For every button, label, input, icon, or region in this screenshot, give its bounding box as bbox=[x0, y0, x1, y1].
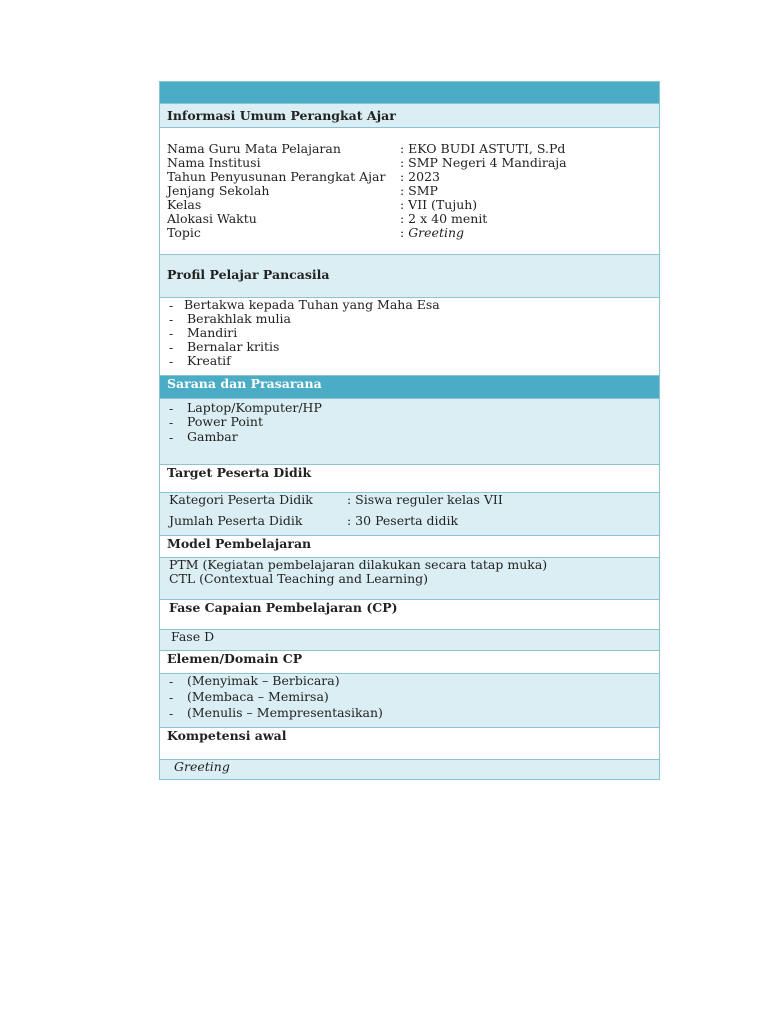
elemen-heading-row bbox=[160, 651, 659, 674]
bullet: - bbox=[169, 401, 174, 416]
info-heading: Informasi Umum Perangkat Ajar bbox=[167, 108, 396, 123]
lesson-plan-table bbox=[159, 81, 660, 780]
target-heading: Target Peserta Didik bbox=[167, 465, 312, 480]
kompetensi-heading-row bbox=[160, 728, 659, 760]
info-body bbox=[160, 128, 659, 255]
elemen-body bbox=[160, 674, 659, 728]
info-label: Alokasi Waktu bbox=[167, 211, 257, 226]
info-value bbox=[400, 226, 464, 240]
fase-heading: Fase Capaian Pembelajaran (CP) bbox=[169, 600, 398, 615]
bullet: - bbox=[169, 674, 174, 689]
info-heading-row bbox=[160, 104, 659, 128]
profil-heading: Profil Pelajar Pancasila bbox=[167, 267, 330, 282]
profil-item: Bernalar kritis bbox=[187, 339, 280, 354]
profil-body bbox=[160, 298, 659, 376]
sarana-body bbox=[160, 399, 659, 465]
fase-body bbox=[160, 630, 659, 651]
info-value: : SMP bbox=[400, 183, 438, 198]
kompetensi-heading: Kompetensi awal bbox=[167, 728, 287, 743]
sarana-heading-row bbox=[160, 376, 659, 399]
info-label: Nama Guru Mata Pelajaran bbox=[167, 141, 341, 156]
info-label: Topic bbox=[167, 225, 201, 240]
model-heading: Model Pembelajaran bbox=[167, 536, 312, 551]
profil-item: Kreatif bbox=[187, 353, 231, 368]
elemen-item: (Membaca – Memirsa) bbox=[187, 689, 329, 704]
target-value: : 30 Peserta didik bbox=[347, 513, 459, 528]
fase-heading-row bbox=[160, 600, 659, 630]
info-label: Kelas bbox=[167, 197, 202, 212]
profil-item: Berakhlak mulia bbox=[187, 311, 291, 326]
model-line: PTM (Kegiatan pembelajaran dilakukan secara tatap muka) bbox=[169, 557, 548, 572]
kompetensi-value: Greeting bbox=[174, 759, 230, 774]
kompetensi-body bbox=[160, 760, 659, 780]
info-label: Tahun Penyusunan Perangkat Ajar bbox=[167, 169, 386, 184]
profil-item: Mandiri bbox=[187, 325, 238, 340]
sarana-item: Laptop/Komputer/HP bbox=[187, 400, 322, 415]
info-value: : VII (Tujuh) bbox=[400, 197, 478, 212]
elemen-heading: Elemen/Domain CP bbox=[167, 651, 303, 666]
bullet: - bbox=[169, 415, 174, 430]
target-value: : Siswa reguler kelas VII bbox=[347, 492, 503, 507]
sarana-item: Power Point bbox=[187, 414, 263, 429]
bullet: - bbox=[169, 340, 174, 355]
target-body bbox=[160, 493, 659, 536]
target-heading-row bbox=[160, 465, 659, 493]
topic-prefix: : bbox=[400, 225, 409, 240]
bullet: - bbox=[169, 430, 174, 445]
info-label: Jenjang Sekolah bbox=[167, 183, 270, 198]
fase-value: Fase D bbox=[171, 629, 215, 644]
info-value: : SMP Negeri 4 Mandiraja bbox=[400, 155, 567, 170]
bullet: - bbox=[169, 312, 174, 327]
top-banner bbox=[160, 82, 659, 104]
bullet: - bbox=[169, 690, 174, 705]
target-label: Kategori Peserta Didik bbox=[169, 492, 313, 507]
elemen-item: (Menyimak – Berbicara) bbox=[187, 673, 340, 688]
bullet: - bbox=[169, 326, 174, 341]
profil-heading-row bbox=[160, 255, 659, 298]
info-value: : EKO BUDI ASTUTI, S.Pd bbox=[400, 141, 566, 156]
model-heading-row bbox=[160, 536, 659, 558]
elemen-item: (Menulis – Mempresentasikan) bbox=[187, 705, 383, 720]
sarana-item: Gambar bbox=[187, 429, 238, 444]
sarana-heading: Sarana dan Prasarana bbox=[167, 376, 322, 391]
target-label: Jumlah Peserta Didik bbox=[169, 513, 303, 528]
model-line: CTL (Contextual Teaching and Learning) bbox=[169, 571, 429, 586]
topic-value: Greeting bbox=[408, 225, 465, 240]
info-value: : 2023 bbox=[400, 169, 440, 184]
info-label: Nama Institusi bbox=[167, 155, 261, 170]
bullet: - bbox=[169, 706, 174, 721]
info-value: : 2 x 40 menit bbox=[400, 211, 488, 226]
model-body bbox=[160, 558, 659, 600]
bullet: - bbox=[169, 298, 174, 313]
profil-item: Bertakwa kepada Tuhan yang Maha Esa bbox=[184, 297, 440, 312]
bullet: - bbox=[169, 354, 174, 369]
